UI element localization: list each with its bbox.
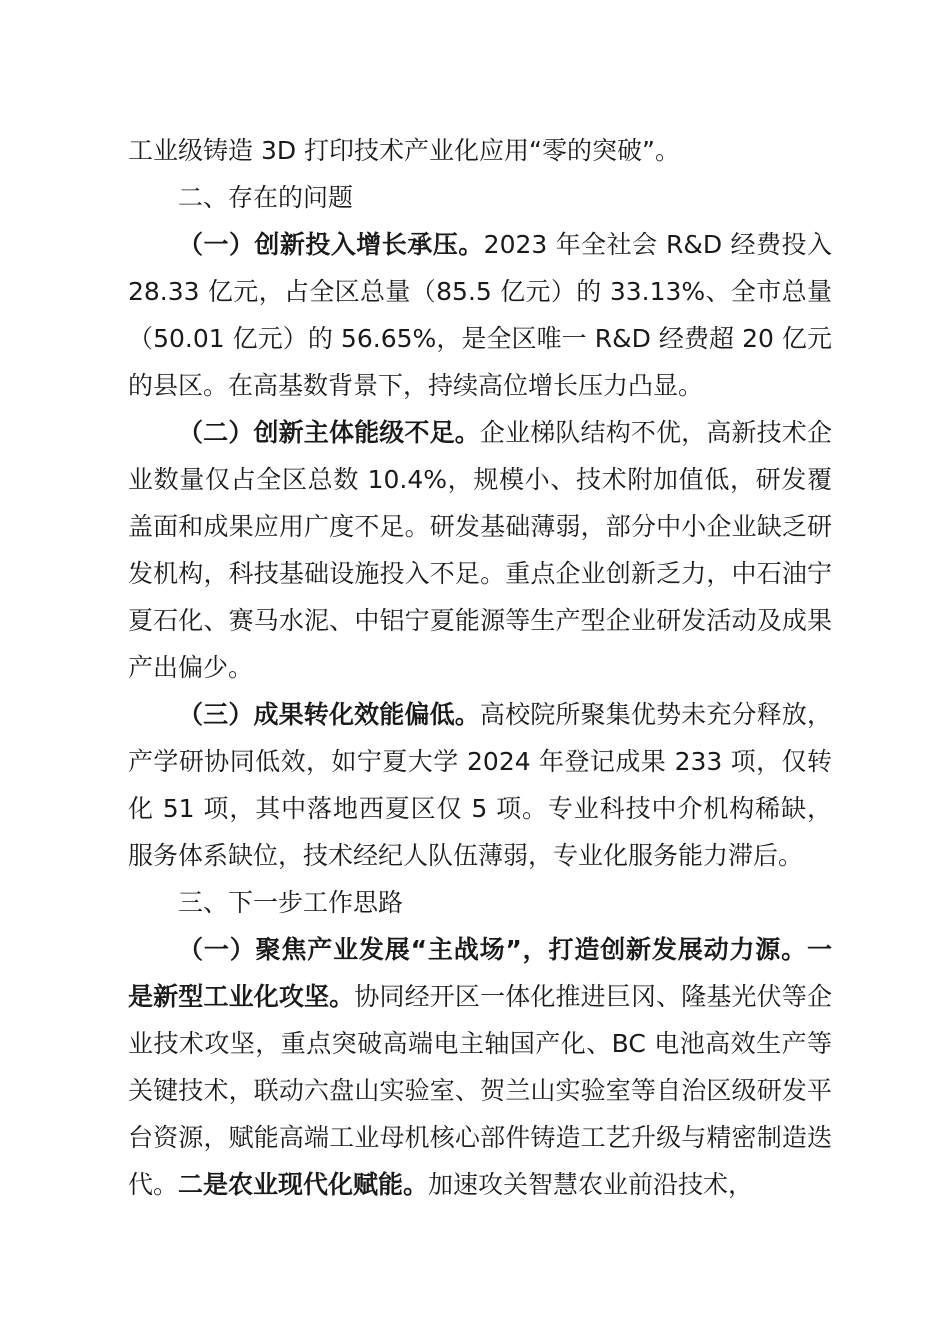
next-step-1a-title: 一是新型工业化攻坚。	[128, 935, 832, 1011]
next-step-1b-title: 二是农业现代化赋能。	[178, 1170, 429, 1199]
problem-1-title: （一）创新投入增长承压。	[178, 230, 484, 259]
document-body	[128, 127, 832, 1208]
problem-1-body: 2023 年全社会 R&D 经费投入 28.33 亿元，占全区总量（85.5 亿元）的 33.13%、全市总量（50.01 亿元）的 56.65%，是全区唯一 R&D 经费超 20 亿元的县区。在高基数背景下，持续高位增长压力凸显。	[128, 230, 832, 400]
problem-2-title: （二）创新主体能级不足。	[178, 418, 480, 447]
problem-paragraph-1	[128, 221, 832, 409]
next-step-paragraph-1	[128, 926, 832, 1208]
problem-paragraph-3	[128, 691, 832, 879]
section-heading-text: 三、下一步工作思路	[178, 888, 404, 917]
next-step-1a-body: 协同经开区一体化推进巨冈、隆基光伏等企业技术攻坚，重点突破高端电主轴国产化、BC 电池高效生产等关键技术，联动六盘山实验室、贺兰山实验室等自治区级研发平台资源，赋能高端工业母机核心部件铸造工艺升级与精密制造迭代。	[128, 982, 832, 1199]
continuation-paragraph	[128, 127, 832, 174]
problem-3-title: （三）成果转化效能偏低。	[178, 700, 480, 729]
next-step-1b-body: 加速攻关智慧农业前沿技术，	[428, 1170, 754, 1199]
section-heading-problems	[128, 174, 832, 221]
continuation-text: 工业级铸造 3D 打印技术产业化应用“零的突破”。	[128, 136, 680, 165]
next-step-1-title: （一）聚焦产业发展“主战场”，打造创新发展动力源。	[178, 935, 807, 964]
section-heading-next-steps	[128, 879, 832, 926]
section-heading-text: 二、存在的问题	[178, 183, 354, 212]
problem-paragraph-2	[128, 409, 832, 691]
problem-2-body: 企业梯队结构不优，高新技术企业数量仅占全区总数 10.4%，规模小、技术附加值低，研发覆盖面和成果应用广度不足。研发基础薄弱，部分中小企业缺乏研发机构，科技基础设施投入不足。重点企业创新乏力，中石油宁夏石化、赛马水泥、中铝宁夏能源等生产型企业研发活动及成果产出偏少。	[128, 418, 832, 682]
problem-3-body: 高校院所聚集优势未充分释放，产学研协同低效，如宁夏大学 2024 年登记成果 233 项，仅转化 51 项，其中落地西夏区仅 5 项。专业科技中介机构稀缺，服务体系缺位，技术经纪人队伍薄弱，专业化服务能力滞后。	[128, 700, 832, 870]
